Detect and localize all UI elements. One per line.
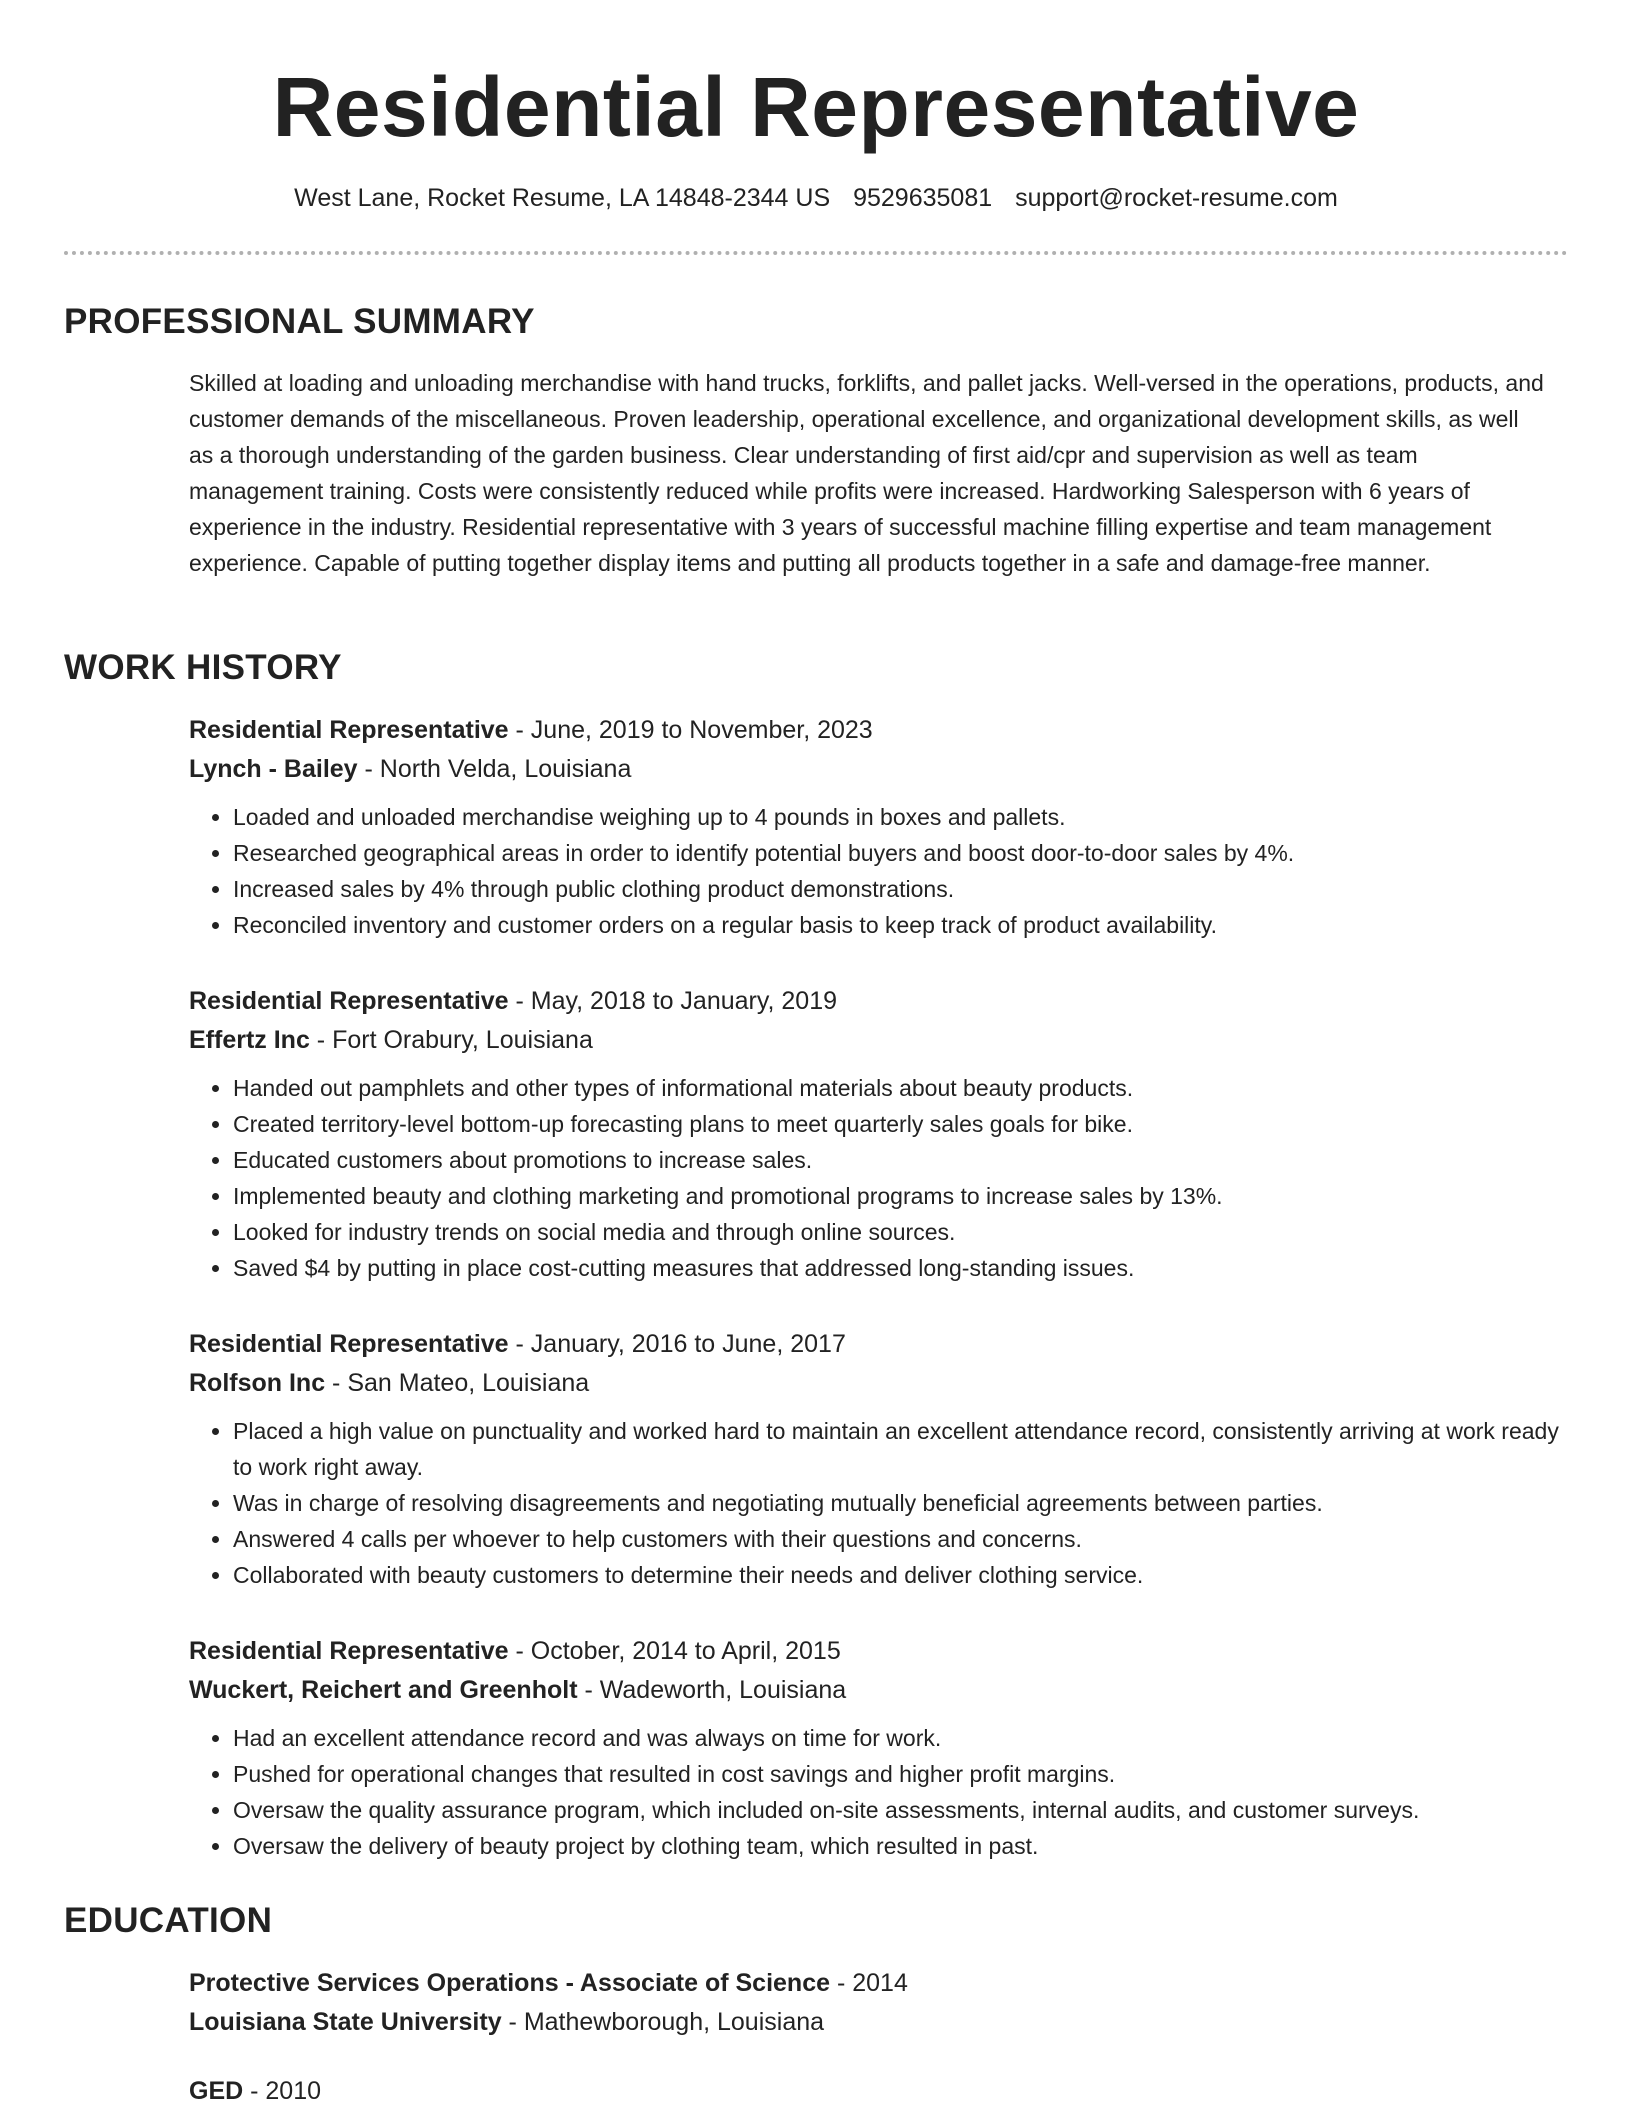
section-title-summary: PROFESSIONAL SUMMARY	[64, 302, 535, 341]
job-bullet: • Handed out pamphlets and other types of informational materials about beauty products.	[233, 1070, 1573, 1106]
education-degree-line	[189, 2072, 1569, 2111]
job-company-line	[189, 1671, 1569, 1710]
job-company: Rolfson Inc	[189, 1369, 326, 1397]
education-degree-line	[189, 1964, 1569, 2003]
education-school-line	[189, 2003, 1569, 2042]
job-bullet: • Loaded and unloaded merchandise weighing up to 4 pounds in boxes and pallets.	[233, 799, 1573, 835]
job-entry	[189, 982, 1569, 1286]
header-divider	[64, 251, 1568, 255]
contact-address: West Lane, Rocket Resume, LA 14848-2344 US	[294, 184, 831, 212]
education-entry	[189, 1964, 1569, 2042]
job-role: Residential Representative	[189, 987, 509, 1015]
job-title-line	[189, 982, 1569, 1021]
job-company-line	[189, 1021, 1569, 1060]
job-bullet-list	[189, 1720, 1573, 1864]
job-bullet: • Collaborated with beauty customers to determine their needs and deliver clothing service.	[233, 1557, 1573, 1593]
education-school: Louisiana State University	[189, 2008, 502, 2036]
education-degree: GED	[189, 2077, 244, 2105]
job-location: - North Velda, Louisiana	[357, 755, 632, 783]
job-bullet: • Saved $4 by putting in place cost-cutting measures that addressed long-standing issues.	[233, 1250, 1573, 1286]
job-bullet: • Pushed for operational changes that resulted in cost savings and higher profit margins.	[233, 1756, 1573, 1792]
section-title-work-history: WORK HISTORY	[64, 648, 342, 687]
education-year: - 2010	[243, 2077, 322, 2105]
job-dates: - October, 2014 to April, 2015	[508, 1637, 841, 1665]
job-location: - San Mateo, Louisiana	[325, 1369, 590, 1397]
job-title-line	[189, 1632, 1569, 1671]
education-year: - 2014	[830, 1969, 908, 1997]
job-dates: - January, 2016 to June, 2017	[508, 1330, 846, 1358]
job-bullet: • Increased sales by 4% through public clothing product demonstrations.	[233, 871, 1573, 907]
contact-email: support@rocket-resume.com	[1015, 184, 1338, 212]
education-degree: Protective Services Operations - Associate of Science	[189, 1969, 831, 1997]
job-title-line	[189, 711, 1569, 750]
job-role: Residential Representative	[189, 1330, 509, 1358]
section-title-education: EDUCATION	[64, 1901, 273, 1940]
job-bullet: • Was in charge of resolving disagreements and negotiating mutually beneficial agreements between parties.	[233, 1485, 1573, 1521]
education-location: - Mathewborough, Louisiana	[501, 2008, 825, 2036]
job-location: - Wadeworth, Louisiana	[577, 1676, 847, 1704]
job-company-line	[189, 750, 1569, 789]
job-bullet-list	[189, 799, 1573, 943]
job-bullet: • Had an excellent attendance record and was always on time for work.	[233, 1720, 1573, 1756]
job-bullet-list	[189, 1413, 1573, 1593]
job-bullet: • Oversaw the delivery of beauty project by clothing team, which resulted in past.	[233, 1828, 1573, 1864]
job-entry	[189, 711, 1569, 943]
job-company: Wuckert, Reichert and Greenholt	[189, 1676, 578, 1704]
contact-line	[0, 180, 1632, 216]
job-bullet: • Implemented beauty and clothing marketing and promotional programs to increase sales by 13%.	[233, 1178, 1573, 1214]
job-bullet: • Oversaw the quality assurance program, which included on-site assessments, internal audits, and customer surveys.	[233, 1792, 1573, 1828]
job-entry	[189, 1325, 1569, 1593]
contact-phone: 9529635081	[853, 184, 993, 212]
job-bullet-list	[189, 1070, 1573, 1286]
job-bullet: • Reconciled inventory and customer orders on a regular basis to keep track of product availability.	[233, 907, 1573, 943]
job-bullet: • Answered 4 calls per whoever to help customers with their questions and concerns.	[233, 1521, 1573, 1557]
job-dates: - May, 2018 to January, 2019	[508, 987, 838, 1015]
job-bullet: • Researched geographical areas in order to identify potential buyers and boost door-to-door sales by 4%.	[233, 835, 1573, 871]
job-role: Residential Representative	[189, 1637, 509, 1665]
job-company: Lynch - Bailey	[189, 755, 358, 783]
job-bullet: • Placed a high value on punctuality and worked hard to maintain an excellent attendance record, consistently arriving at work ready to work right away.	[233, 1413, 1573, 1485]
job-role: Residential Representative	[189, 716, 509, 744]
education-entry	[189, 2072, 1569, 2111]
job-location: - Fort Orabury, Louisiana	[309, 1026, 593, 1054]
summary-text: Skilled at loading and unloading merchandise with hand trucks, forklifts, and pallet jacks. Well-versed in the operations, products, and customer demands of the miscellaneous. Proven leadership, operational excellence, and organizational development skills, as well as a thorough understanding of the garden business. Clear understanding of first aid/cpr and supervision as well as team management training. Costs were consistently reduced while profits were increased. Hardworking Salesperson with 6 years of experience in the industry. Residential representative with 3 years of successful machine filling expertise and team management experience. Capable of putting together display items and putting all products together in a safe and damage-free manner.	[189, 370, 1544, 576]
job-company: Effertz Inc	[189, 1026, 310, 1054]
job-bullet: • Looked for industry trends on social media and through online sources.	[233, 1214, 1573, 1250]
job-entry	[189, 1632, 1569, 1864]
job-dates: - June, 2019 to November, 2023	[508, 716, 873, 744]
resume-name-heading: Residential Representative	[272, 60, 1360, 154]
job-title-line	[189, 1325, 1569, 1364]
job-bullet: • Created territory-level bottom-up forecasting plans to meet quarterly sales goals for bike.	[233, 1106, 1573, 1142]
job-company-line	[189, 1364, 1569, 1403]
job-bullet: • Educated customers about promotions to increase sales.	[233, 1142, 1573, 1178]
